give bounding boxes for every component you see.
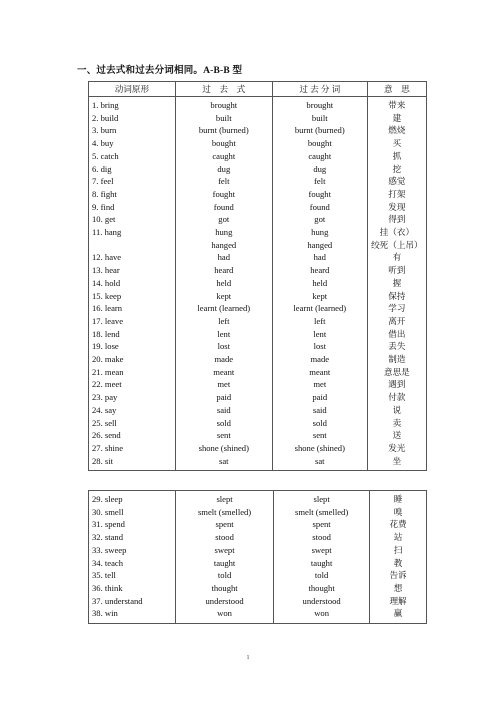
base-form-cell: 27. shine: [89, 442, 176, 455]
base-form-cell: 24. say: [89, 404, 176, 417]
meaning-cell: 打架: [367, 188, 426, 201]
table-row: [89, 315, 427, 328]
base-form-cell: 15. keep: [89, 290, 176, 303]
past-participle-cell: swept: [274, 544, 370, 557]
meaning-cell: 握: [367, 277, 426, 290]
meaning-cell: 有: [367, 251, 426, 264]
verb-table-1: [88, 81, 427, 471]
past-participle-cell: spent: [274, 518, 370, 531]
meaning-cell: 挖: [367, 163, 426, 176]
past-tense-cell: hung: [175, 226, 272, 239]
base-form-cell: 32. stand: [89, 531, 176, 544]
base-form-cell: 7. feel: [89, 175, 176, 188]
past-participle-cell: caught: [272, 150, 367, 163]
meaning-cell: 意思是: [367, 366, 426, 379]
base-form-cell: 18. lend: [89, 328, 176, 341]
base-form-cell: 37. understand: [89, 595, 176, 608]
past-tense-cell: kept: [175, 290, 272, 303]
meaning-cell: 得到: [367, 213, 426, 226]
base-form-cell: 11. hang: [89, 226, 176, 239]
meaning-cell: 发现: [367, 201, 426, 214]
base-form-cell: 14. hold: [89, 277, 176, 290]
base-form-cell: 13. hear: [89, 264, 176, 277]
past-participle-cell: sat: [272, 455, 367, 471]
table-row: [89, 264, 427, 277]
meaning-cell: 发光: [367, 442, 426, 455]
past-tense-cell: bought: [175, 137, 272, 150]
past-tense-cell: thought: [176, 582, 274, 595]
past-participle-cell: held: [272, 277, 367, 290]
meaning-cell: 抓: [367, 150, 426, 163]
base-form-cell: 25. sell: [89, 417, 176, 430]
base-form-cell: 22. meet: [89, 378, 176, 391]
past-participle-cell: learnt (learned): [272, 302, 367, 315]
base-form-cell: 34. teach: [89, 557, 176, 570]
table-row: [89, 353, 427, 366]
past-tense-cell: shone (shined): [175, 442, 272, 455]
past-tense-cell: caught: [175, 150, 272, 163]
base-form-cell: 3. burn: [89, 124, 176, 137]
table-row: [89, 239, 427, 252]
meaning-cell: 遇到: [367, 378, 426, 391]
table-row: [89, 607, 427, 623]
base-form-cell: 20. make: [89, 353, 176, 366]
header-past-participle: 过 去 分 词: [272, 82, 367, 97]
base-form-cell: 12. have: [89, 251, 176, 264]
past-participle-cell: dug: [272, 163, 367, 176]
base-form-cell: 29. sleep: [89, 491, 176, 506]
meaning-cell: 理解: [370, 595, 427, 608]
base-form-cell: 23. pay: [89, 391, 176, 404]
past-tense-cell: paid: [175, 391, 272, 404]
table-row: [89, 277, 427, 290]
meaning-cell: 说: [367, 404, 426, 417]
base-form-cell: 26. send: [89, 429, 176, 442]
past-participle-cell: heard: [272, 264, 367, 277]
meaning-cell: 告诉: [370, 569, 427, 582]
meaning-cell: 扫: [370, 544, 427, 557]
past-tense-cell: had: [175, 251, 272, 264]
past-tense-cell: understood: [176, 595, 274, 608]
meaning-cell: 嗅: [370, 506, 427, 519]
past-tense-cell: lent: [175, 328, 272, 341]
past-participle-cell: slept: [274, 491, 370, 506]
past-tense-cell: meant: [175, 366, 272, 379]
meaning-cell: 燃烧: [367, 124, 426, 137]
header-base-form: 动词原形: [89, 82, 176, 97]
meaning-cell: 付款: [367, 391, 426, 404]
past-participle-cell: meant: [272, 366, 367, 379]
table-row: [89, 506, 427, 519]
header-meaning: 意 思: [367, 82, 426, 97]
base-form-cell: 16. learn: [89, 302, 176, 315]
table-row: [89, 378, 427, 391]
base-form-cell: 2. build: [89, 112, 176, 125]
base-form-cell: 1. bring: [89, 97, 176, 112]
meaning-cell: 听到: [367, 264, 426, 277]
table-row: [89, 137, 427, 150]
past-tense-cell: sat: [175, 455, 272, 471]
base-form-cell: 10. get: [89, 213, 176, 226]
past-tense-cell: spent: [176, 518, 274, 531]
table-row: [89, 417, 427, 430]
base-form-cell: 6. dig: [89, 163, 176, 176]
table-row: [89, 582, 427, 595]
meaning-cell: 保持: [367, 290, 426, 303]
past-participle-cell: thought: [274, 582, 370, 595]
past-tense-cell: learnt (learned): [175, 302, 272, 315]
meaning-cell: 教: [370, 557, 427, 570]
past-tense-cell: held: [175, 277, 272, 290]
table-row: [89, 124, 427, 137]
meaning-cell: 感觉: [367, 175, 426, 188]
base-form-cell: 35. tell: [89, 569, 176, 582]
table-row: [89, 97, 427, 112]
table-row: [89, 290, 427, 303]
table-row: [89, 557, 427, 570]
header-past-tense: 过 去 式: [175, 82, 272, 97]
table-row: [89, 442, 427, 455]
past-participle-cell: said: [272, 404, 367, 417]
past-participle-cell: paid: [272, 391, 367, 404]
table-row: [89, 175, 427, 188]
table-row: [89, 150, 427, 163]
meaning-cell: 离开: [367, 315, 426, 328]
past-participle-cell: won: [274, 607, 370, 623]
past-tense-cell: taught: [176, 557, 274, 570]
past-participle-cell: made: [272, 353, 367, 366]
table-row: [89, 404, 427, 417]
past-tense-cell: said: [175, 404, 272, 417]
meaning-cell: 站: [370, 531, 427, 544]
past-tense-cell: felt: [175, 175, 272, 188]
past-tense-cell: met: [175, 378, 272, 391]
meaning-cell: 赢: [370, 607, 427, 623]
past-participle-cell: sold: [272, 417, 367, 430]
base-form-cell: [89, 239, 176, 252]
table-row: [89, 366, 427, 379]
table-row: [89, 328, 427, 341]
past-participle-cell: told: [274, 569, 370, 582]
meaning-cell: 睡: [370, 491, 427, 506]
past-participle-cell: got: [272, 213, 367, 226]
table-row: [89, 213, 427, 226]
past-tense-cell: stood: [176, 531, 274, 544]
table-row: [89, 531, 427, 544]
base-form-cell: 28. sit: [89, 455, 176, 471]
past-tense-cell: left: [175, 315, 272, 328]
past-participle-cell: hanged: [272, 239, 367, 252]
past-participle-cell: built: [272, 112, 367, 125]
base-form-cell: 30. smell: [89, 506, 176, 519]
past-participle-cell: kept: [272, 290, 367, 303]
past-tense-cell: built: [175, 112, 272, 125]
past-participle-cell: lent: [272, 328, 367, 341]
past-participle-cell: stood: [274, 531, 370, 544]
past-tense-cell: got: [175, 213, 272, 226]
table-row: [89, 518, 427, 531]
page-number: 1: [246, 655, 250, 661]
meaning-cell: 挂（衣）: [367, 226, 426, 239]
meaning-cell: 丢失: [367, 340, 426, 353]
past-tense-cell: fought: [175, 188, 272, 201]
past-tense-cell: heard: [175, 264, 272, 277]
verb-table-2: [88, 490, 427, 624]
past-participle-cell: lost: [272, 340, 367, 353]
past-tense-cell: swept: [176, 544, 274, 557]
past-participle-cell: sent: [272, 429, 367, 442]
meaning-cell: 卖: [367, 417, 426, 430]
past-tense-cell: made: [175, 353, 272, 366]
past-tense-cell: told: [176, 569, 274, 582]
base-form-cell: 33. sweep: [89, 544, 176, 557]
past-tense-cell: brought: [175, 97, 272, 112]
past-tense-cell: found: [175, 201, 272, 214]
meaning-cell: 送: [367, 429, 426, 442]
table-row: [89, 226, 427, 239]
meaning-cell: 学习: [367, 302, 426, 315]
meaning-cell: 坐: [367, 455, 426, 471]
past-participle-cell: bought: [272, 137, 367, 150]
base-form-cell: 38. win: [89, 607, 176, 623]
meaning-cell: 买: [367, 137, 426, 150]
past-participle-cell: met: [272, 378, 367, 391]
past-participle-cell: found: [272, 201, 367, 214]
past-tense-cell: sold: [175, 417, 272, 430]
past-participle-cell: felt: [272, 175, 367, 188]
table-row: [89, 163, 427, 176]
meaning-cell: 想: [370, 582, 427, 595]
meaning-cell: 借出: [367, 328, 426, 341]
base-form-cell: 5. catch: [89, 150, 176, 163]
table-row: [89, 455, 427, 471]
past-tense-cell: lost: [175, 340, 272, 353]
table-row: [89, 491, 427, 506]
section-title: 一、过去式和过去分词相同。A-B-B 型: [77, 66, 243, 76]
meaning-cell: 建: [367, 112, 426, 125]
base-form-cell: 8. fight: [89, 188, 176, 201]
table-row: [89, 391, 427, 404]
past-participle-cell: hung: [272, 226, 367, 239]
meaning-cell: 制造: [367, 353, 426, 366]
past-participle-cell: had: [272, 251, 367, 264]
past-participle-cell: fought: [272, 188, 367, 201]
table-row: [89, 340, 427, 353]
past-participle-cell: brought: [272, 97, 367, 112]
meaning-cell: 带来: [367, 97, 426, 112]
past-tense-cell: won: [176, 607, 274, 623]
past-participle-cell: shone (shined): [272, 442, 367, 455]
past-tense-cell: slept: [176, 491, 274, 506]
past-tense-cell: dug: [175, 163, 272, 176]
table-row: [89, 112, 427, 125]
table-row: [89, 188, 427, 201]
past-participle-cell: understood: [274, 595, 370, 608]
table-row: [89, 201, 427, 214]
base-form-cell: 19. lose: [89, 340, 176, 353]
past-participle-cell: smelt (smelled): [274, 506, 370, 519]
table-row: [89, 569, 427, 582]
meaning-cell: 绞死（上吊）: [367, 239, 426, 252]
past-participle-cell: left: [272, 315, 367, 328]
base-form-cell: 21. mean: [89, 366, 176, 379]
past-tense-cell: sent: [175, 429, 272, 442]
past-tense-cell: burnt (burned): [175, 124, 272, 137]
past-tense-cell: hanged: [175, 239, 272, 252]
table-row: [89, 302, 427, 315]
table-row: [89, 429, 427, 442]
base-form-cell: 4. buy: [89, 137, 176, 150]
base-form-cell: 36. think: [89, 582, 176, 595]
table-row: [89, 251, 427, 264]
table-row: [89, 544, 427, 557]
table-row: [89, 595, 427, 608]
past-participle-cell: burnt (burned): [272, 124, 367, 137]
past-participle-cell: taught: [274, 557, 370, 570]
table-header-row: [89, 82, 427, 97]
meaning-cell: 花费: [370, 518, 427, 531]
base-form-cell: 17. leave: [89, 315, 176, 328]
past-tense-cell: smelt (smelled): [176, 506, 274, 519]
base-form-cell: 9. find: [89, 201, 176, 214]
base-form-cell: 31. spend: [89, 518, 176, 531]
